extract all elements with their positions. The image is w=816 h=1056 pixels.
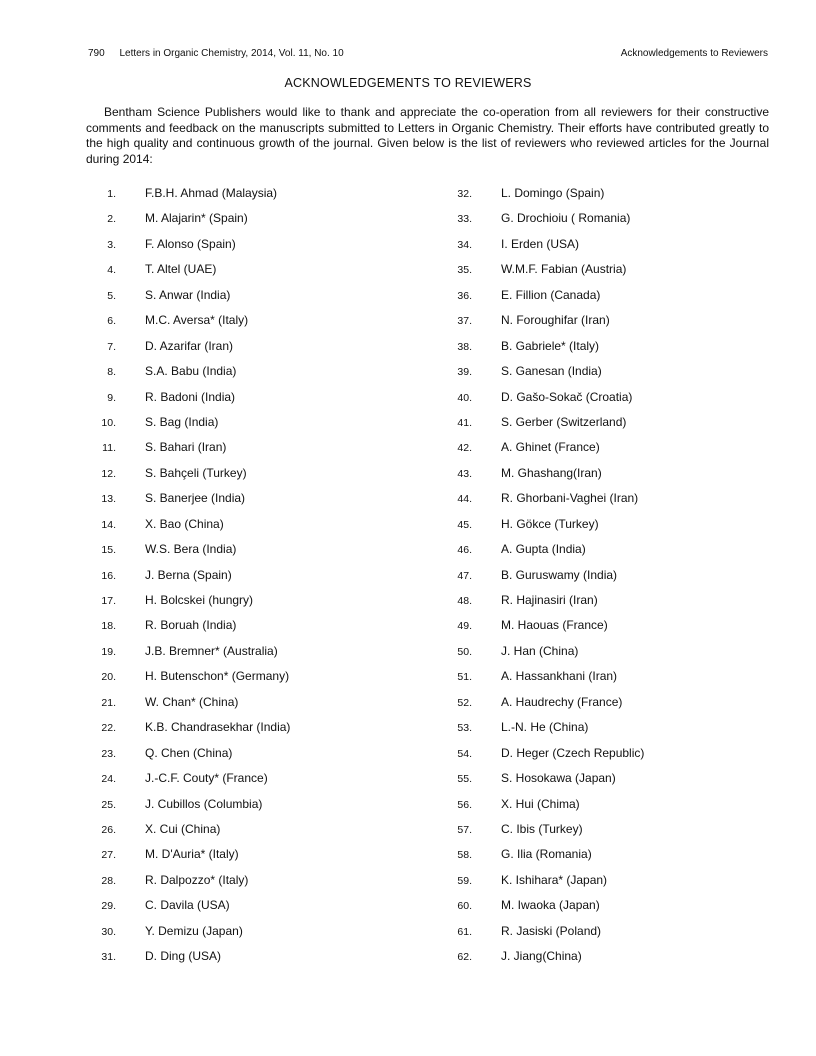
reviewer-number: 19.: [101, 645, 116, 658]
reviewer-entry: [446, 465, 776, 490]
reviewer-entry: [90, 338, 420, 363]
reviewer-entry: [90, 465, 420, 490]
reviewer-entry: [90, 210, 420, 235]
reviewer-name: M. D'Auria* (Italy): [145, 847, 239, 862]
reviewer-entry: [446, 821, 776, 846]
reviewer-name: A. Gupta (India): [501, 542, 586, 557]
reviewer-entry: [446, 872, 776, 897]
reviewer-entry: [90, 592, 420, 617]
reviewer-entry: [446, 236, 776, 261]
reviewer-name: J.B. Bremner* (Australia): [145, 643, 278, 658]
reviewer-entry: [446, 643, 776, 668]
reviewer-name: D. Ding (USA): [145, 949, 222, 964]
reviewer-number: 26.: [101, 823, 116, 836]
reviewer-number: 10.: [101, 416, 116, 429]
reviewer-name: K.B. Chandrasekhar (India): [145, 720, 291, 735]
reviewer-entry: [90, 872, 420, 897]
reviewer-name: I. Erden (USA): [501, 236, 580, 251]
reviewer-entry: [446, 414, 776, 439]
reviewer-number: 35.: [457, 264, 472, 277]
reviewer-entry: [90, 389, 420, 414]
reviewer-number: 9.: [107, 391, 116, 404]
reviewer-number: 42.: [457, 442, 472, 455]
reviewer-name: R. Jasiski (Poland): [501, 923, 602, 938]
reviewer-entry: [90, 541, 420, 566]
reviewer-entry: [446, 261, 776, 286]
reviewer-name: J. Berna (Spain): [145, 567, 232, 582]
running-header: [88, 47, 768, 61]
reviewer-number: 16.: [101, 569, 116, 582]
reviewer-number: 49.: [457, 620, 472, 633]
reviewer-name: G. Ilia (Romania): [501, 847, 592, 862]
reviewer-entry: [90, 439, 420, 464]
reviewer-entry: [446, 923, 776, 948]
reviewer-name: R. Dalpozzo* (Italy): [145, 872, 249, 887]
reviewer-name: W.M.F. Fabian (Austria): [501, 262, 627, 277]
reviewer-entry: [90, 719, 420, 744]
reviewer-name: A. Hassankhani (Iran): [501, 669, 618, 684]
reviewer-name: J. Han (China): [501, 643, 579, 658]
reviewer-number: 13.: [101, 493, 116, 506]
reviewer-entry: [90, 185, 420, 210]
reviewer-number: 52.: [457, 696, 472, 709]
reviewer-number: 58.: [457, 849, 472, 862]
reviewer-number: 30.: [101, 925, 116, 938]
reviewer-name: M.C. Aversa* (Italy): [145, 313, 249, 328]
reviewer-number: 29.: [101, 900, 116, 913]
reviewer-entry: [446, 846, 776, 871]
reviewer-number: 25.: [101, 798, 116, 811]
reviewer-name: R. Badoni (India): [145, 389, 236, 404]
reviewer-entry: [90, 236, 420, 261]
reviewer-entry: [90, 796, 420, 821]
reviewer-name: L.-N. He (China): [501, 720, 589, 735]
reviewer-entry: [446, 719, 776, 744]
reviewer-entry: [90, 668, 420, 693]
reviewer-entry: [446, 210, 776, 235]
reviewer-number: 45.: [457, 518, 472, 531]
reviewer-entry: [446, 796, 776, 821]
reviewer-name: M. Haouas (France): [501, 618, 608, 633]
reviewer-entry: [446, 541, 776, 566]
reviewer-number: 61.: [457, 925, 472, 938]
reviewer-entry: [90, 287, 420, 312]
journal-citation: Letters in Organic Chemistry, 2014, Vol. 11, No. 10: [119, 48, 344, 59]
reviewer-entry: [446, 312, 776, 337]
reviewer-name: H. Gökce (Turkey): [501, 516, 599, 531]
reviewer-entry: [90, 363, 420, 388]
reviewer-name: E. Fillion (Canada): [501, 287, 601, 302]
reviewer-name: G. Drochioiu ( Romania): [501, 211, 631, 226]
reviewer-name: S. Gerber (Switzerland): [501, 414, 627, 429]
reviewer-entry: [446, 363, 776, 388]
reviewer-name: F. Alonso (Spain): [145, 236, 236, 251]
reviewer-number: 6.: [107, 315, 116, 328]
reviewer-entry: [446, 770, 776, 795]
reviewer-name: J. Jiang(China): [501, 949, 582, 964]
reviewer-entry: [446, 439, 776, 464]
reviewer-name: R. Ghorbani-Vaghei (Iran): [501, 491, 639, 506]
reviewer-name: Q. Chen (China): [145, 745, 233, 760]
reviewer-number: 48.: [457, 595, 472, 607]
reviewer-number: 55.: [457, 773, 472, 786]
reviewer-name: A. Haudrechy (France): [501, 694, 623, 709]
reviewer-name: S. Anwar (India): [145, 287, 231, 302]
reviewer-number: 59.: [457, 874, 472, 887]
reviewer-name: S. Bahçeli (Turkey): [145, 465, 247, 480]
reviewer-entry: [446, 617, 776, 642]
reviewer-number: 33.: [457, 213, 472, 226]
reviewer-name: D. Heger (Czech Republic): [501, 745, 645, 760]
reviewer-name: C. Ibis (Turkey): [501, 821, 583, 836]
reviewer-number: 34.: [457, 238, 472, 251]
reviewer-entry: [446, 516, 776, 541]
reviewer-name: F.B.H. Ahmad (Malaysia): [145, 186, 278, 200]
reviewer-number: 20.: [101, 671, 116, 684]
reviewer-number: 60.: [457, 900, 472, 913]
reviewer-number: 17.: [101, 595, 116, 607]
reviewer-entry: [90, 490, 420, 515]
reviewer-number: 40.: [457, 391, 472, 404]
reviewer-entry: [446, 185, 776, 210]
reviewer-entry: [446, 287, 776, 312]
reviewer-name: B. Guruswamy (India): [501, 567, 618, 582]
reviewer-name: X. Cui (China): [145, 821, 221, 836]
reviewer-name: D. Azarifar (Iran): [145, 338, 234, 353]
reviewer-number: 15.: [101, 544, 116, 557]
reviewer-number: 50.: [457, 645, 472, 658]
reviewer-number: 22.: [101, 722, 116, 735]
reviewer-list-right: [446, 185, 776, 974]
reviewer-number: 62.: [457, 951, 472, 964]
reviewer-name: X. Hui (Chima): [501, 796, 580, 811]
reviewer-number: 23.: [101, 747, 116, 760]
reviewer-number: 12.: [101, 467, 116, 480]
reviewer-entry: [446, 668, 776, 693]
reviewer-name: S. Banerjee (India): [145, 491, 246, 506]
reviewer-number: 8.: [107, 366, 116, 379]
reviewer-number: 46.: [457, 544, 472, 557]
reviewer-number: 3.: [107, 238, 116, 251]
reviewer-number: 37.: [457, 315, 472, 328]
reviewer-name: C. Davila (USA): [145, 898, 230, 913]
reviewer-number: 1.: [107, 188, 116, 200]
reviewer-name: W. Chan* (China): [145, 694, 239, 709]
reviewer-name: S.A. Babu (India): [145, 364, 237, 379]
reviewer-name: D. Gašo-Sokač (Croatia): [501, 389, 633, 404]
reviewer-entry: [90, 617, 420, 642]
reviewer-name: S. Bag (India): [145, 414, 219, 429]
reviewer-entry: [446, 389, 776, 414]
reviewer-number: 5.: [107, 289, 116, 302]
reviewer-number: 24.: [101, 773, 116, 786]
reviewer-name: R. Boruah (India): [145, 618, 237, 633]
reviewer-entry: [446, 745, 776, 770]
reviewer-name: S. Hosokawa (Japan): [501, 771, 616, 786]
page-number: 790: [88, 48, 105, 59]
page-title: ACKNOWLEDGEMENTS TO REVIEWERS: [284, 76, 532, 90]
reviewer-name: S. Bahari (Iran): [145, 440, 227, 455]
reviewer-entry: [90, 821, 420, 846]
reviewer-name: S. Ganesan (India): [501, 364, 602, 379]
reviewer-entry: [90, 846, 420, 871]
reviewer-name: W.S. Bera (India): [145, 542, 237, 557]
reviewer-entry: [90, 261, 420, 286]
reviewer-number: 47.: [457, 569, 472, 582]
reviewer-entry: [90, 897, 420, 922]
reviewer-name: A. Ghinet (France): [501, 440, 600, 455]
reviewer-number: 21.: [101, 696, 116, 709]
reviewer-name: H. Butenschon* (Germany): [145, 669, 290, 684]
reviewer-entry: [446, 592, 776, 617]
reviewer-entry: [90, 694, 420, 719]
reviewer-entry: [446, 897, 776, 922]
reviewer-entry: [446, 490, 776, 515]
reviewer-number: 43.: [457, 467, 472, 480]
reviewer-number: 44.: [457, 493, 472, 506]
reviewer-name: X. Bao (China): [145, 516, 224, 531]
reviewer-number: 2.: [107, 213, 116, 226]
reviewer-number: 4.: [107, 264, 116, 277]
reviewer-entry: [90, 745, 420, 770]
reviewer-number: 54.: [457, 747, 472, 760]
reviewer-entry: [90, 923, 420, 948]
intro-paragraph: Bentham Science Publishers would like to thank and appreciate the co-operation from all reviewers for their constructive comments and feedback on the manuscripts submitted to Letters in Organic Chemistry. Their efforts have contributed greatly to the high quality and continuous growth of the journal. Given below is the list of reviewers who reviewed articles for the Journal during 2014:: [86, 105, 769, 166]
reviewer-number: 41.: [457, 416, 472, 429]
reviewer-name: M. Alajarin* (Spain): [145, 211, 248, 226]
reviewer-number: 14.: [101, 518, 116, 531]
reviewer-entry: [90, 770, 420, 795]
reviewer-name: R. Hajinasiri (Iran): [501, 593, 598, 607]
reviewer-entry: [90, 643, 420, 668]
reviewer-name: M. Ghashang(Iran): [501, 465, 602, 480]
reviewer-number: 32.: [457, 188, 472, 200]
reviewer-number: 27.: [101, 849, 116, 862]
reviewer-entry: [90, 312, 420, 337]
reviewer-name: J. Cubillos (Columbia): [145, 796, 263, 811]
reviewer-number: 57.: [457, 823, 472, 836]
reviewer-number: 18.: [101, 620, 116, 633]
reviewer-list-left: [90, 185, 420, 974]
reviewer-number: 28.: [101, 874, 116, 887]
reviewer-name: B. Gabriele* (Italy): [501, 338, 600, 353]
reviewer-number: 56.: [457, 798, 472, 811]
reviewer-number: 53.: [457, 722, 472, 735]
reviewer-entry: [90, 516, 420, 541]
reviewer-entry: [446, 694, 776, 719]
reviewer-name: L. Domingo (Spain): [501, 186, 605, 200]
reviewer-name: M. Iwaoka (Japan): [501, 898, 600, 913]
reviewer-entry: [90, 414, 420, 439]
reviewer-name: Y. Demizu (Japan): [145, 923, 243, 938]
reviewer-name: H. Bolcskei (hungry): [145, 593, 254, 607]
header-left: [88, 47, 344, 61]
reviewer-entry: [90, 948, 420, 973]
section-title: Acknowledgements to Reviewers: [620, 48, 768, 59]
reviewer-name: J.-C.F. Couty* (France): [145, 771, 268, 786]
reviewer-number: 31.: [101, 951, 116, 964]
reviewer-entry: [90, 567, 420, 592]
reviewer-number: 39.: [457, 366, 472, 379]
reviewer-number: 11.: [102, 442, 116, 455]
reviewer-number: 7.: [107, 340, 116, 353]
reviewer-name: T. Altel (UAE): [145, 262, 217, 277]
reviewer-entry: [446, 948, 776, 973]
reviewer-name: N. Foroughifar (Iran): [501, 313, 610, 328]
reviewer-number: 38.: [457, 340, 472, 353]
reviewer-entry: [446, 338, 776, 363]
reviewer-entry: [446, 567, 776, 592]
reviewer-name: K. Ishihara* (Japan): [501, 872, 608, 887]
reviewer-number: 51.: [457, 671, 472, 684]
reviewer-number: 36.: [457, 289, 472, 302]
